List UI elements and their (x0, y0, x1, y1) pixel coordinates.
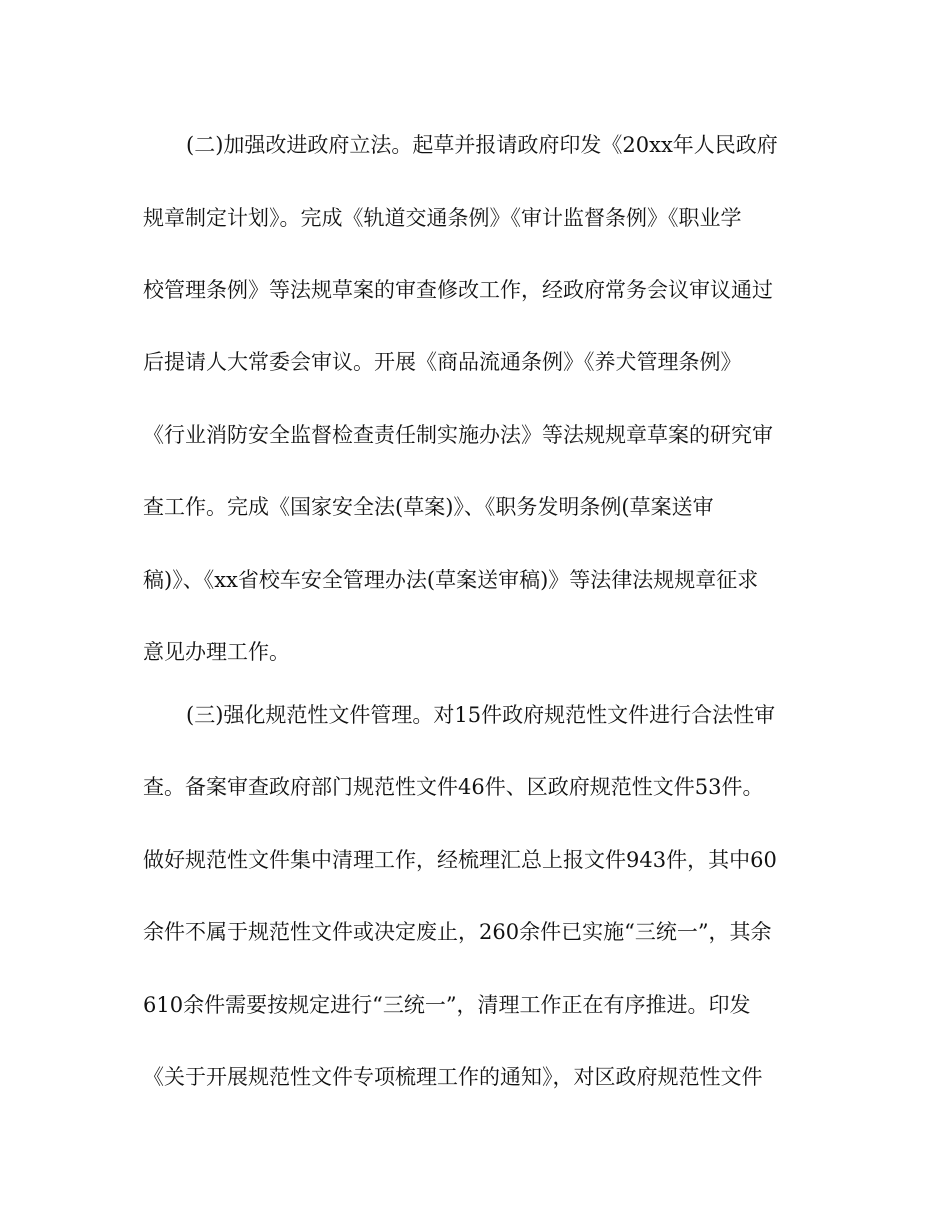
text-line: (二)加强改进政府立法。起草并报请政府印发《20xx年人民政府 (186, 133, 778, 157)
text-line: 《关于开展规范性文件专项梳理工作的通知》，对区政府规范性文件 (143, 1065, 763, 1089)
text-line: 余件不属于规范性文件或决定废止，260余件已实施“三统一”，其余 (143, 920, 772, 944)
text-line: 《行业消防安全监督检查责任制实施办法》等法规规章草案的研究审 (143, 423, 773, 447)
text-line: 规章制定计划》。完成《轨道交通条例》《审计监督条例》《职业学 (143, 206, 742, 230)
text-line: 做好规范性文件集中清理工作，经梳理汇总上报文件943件，其中60 (143, 848, 777, 872)
text-line: (三)强化规范性文件管理。对15件政府规范性文件进行合法性审 (186, 703, 776, 727)
text-line: 查。备案审查政府部门规范性文件46件、区政府规范性文件53件。 (143, 775, 764, 799)
text-line: 610余件需要按规定进行“三统一”，清理工作正在有序推进。印发 (143, 993, 751, 1017)
text-line: 后提请人大常委会审议。开展《商品流通条例》《养犬管理条例》 (143, 350, 742, 374)
text-line: 意见办理工作。 (143, 640, 290, 664)
text-line: 稿)》、《xx省校车安全管理办法(草案送审稿)》等法律法规规章征求 (143, 568, 759, 592)
text-line: 校管理条例》等法规草案的审查修改工作，经政府常务会议审议通过 (143, 278, 773, 302)
text-line: 查工作。完成《国家安全法(草案)》、《职务发明条例(草案送审 (143, 495, 714, 519)
